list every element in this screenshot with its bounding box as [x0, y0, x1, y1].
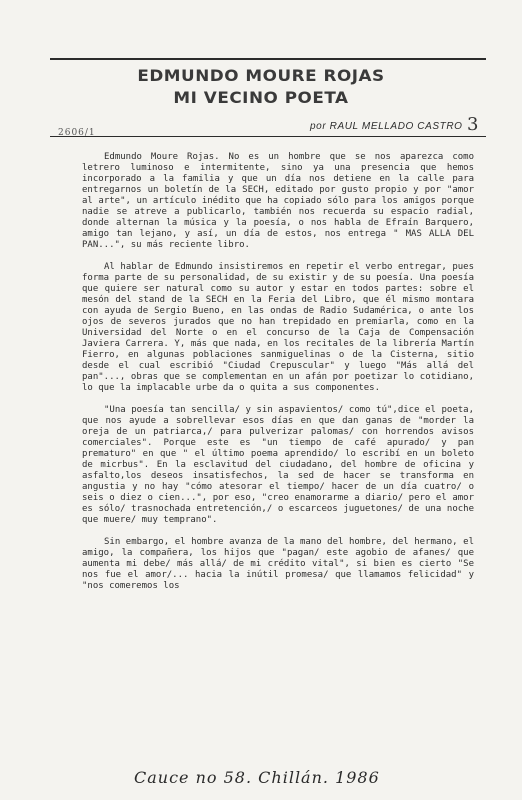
article-body: [82, 152, 474, 603]
paragraph-3: "Una poesía tan sencilla/ y sin aspavientos/ como tú",dice el poeta, que nos ayude a sobrellevar esos días en que dan ganas de "morder la oreja de un patriarca,/ para pulverizar palomas/ con horrendos avisos comerciales". Porque este es "un tiempo de café apurado/ y pan prematuro" en que " el último poema aprendido/ lo escribí en un boleto de micrbus". En la esclavitud del ciudadano, del hombre de oficina y asfalto,los deseos insatisfechos, la sed de hacer se transforma en angustia y no hay "cómo atesorar el tiempo/ hacer de un día cuatro/ o seis o diez o cien...", por eso, "creo enamorarme a diario/ pero el amor es sólo/ trasnochada entretención,/ o escarceos juguetones/ de una noche que muere/ muy temprano".: [82, 405, 474, 525]
article-title-line2: MI VECINO POETA: [173, 88, 349, 107]
handwritten-scribble: 2606/1: [58, 128, 96, 138]
author-byline: por RAUL MELLADO CASTRO: [310, 121, 463, 132]
paragraph-1: Edmundo Moure Rojas. No es un hombre que se nos aparezca como letrero luminoso e intermitente, sino ya una presencia que hemos incorporado a la familia y que un día nos detiene en la calle para entregarnos un boletín de la SECH, editado por gusto propio y por "amor al arte", un artículo inédito que ha copiado sólo para los amigos porque nadie se atreve a publicarlo, también nos recuerda su espacio radial, donde alternan la música y la poesía, o nos habla de Efraín Barquero, amigo tan lejano, y así, un día de estos, nos entrega " MAS ALLA DEL PAN...", su más reciente libro.: [82, 152, 474, 250]
handwritten-source-note: Cauce no 58. Chillán. 1986: [134, 768, 380, 787]
paragraph-2: Al hablar de Edmundo insistiremos en repetir el verbo entregar, pues forma parte de su personalidad, de su existir y de su poesía. Una poesía que quiere ser natural como su autor y estar en todos partes: sobre el mesón del stand de la SECH en la Feria del Libro, que él mismo montara con ayuda de Sergio Bueno, en las ondas de Radio Sudamérica, o ante los ojos de severos jurados que no han trepidado en premiarla, como en la Universidad del Norte o en el concurso de la Caja de Compensación Javiera Carrera. Y, más que nada, en los recitales de la librería Martín Fierro, en algunas poblaciones sanmiguelinas o de la Cisterna, sitio desde el cual escribió "Ciudad Crepuscular" y luego "Más allá del pan"..., obras que se complementan en un afán por poetizar lo cotidiano, lo que la implacable urbe da o quita a sus componentes.: [82, 262, 474, 393]
article-title-line1: EDMUNDO MOURE ROJAS: [137, 66, 385, 85]
page-mark: 3: [467, 114, 479, 135]
byline-rule: [50, 136, 486, 137]
paragraph-4: Sin embargo, el hombre avanza de la mano del hombre, del hermano, el amigo, la compañera, los hijos que "pagan/ este agobio de afanes/ que aumenta mi debe/ más allá/ de mi crédito vital", si bien es cierto "Se nos fue el amor/... hacia la inútil promesa/ que llamamos felicidad" y "nos comeremos los: [82, 537, 474, 591]
top-rule: [50, 58, 486, 60]
